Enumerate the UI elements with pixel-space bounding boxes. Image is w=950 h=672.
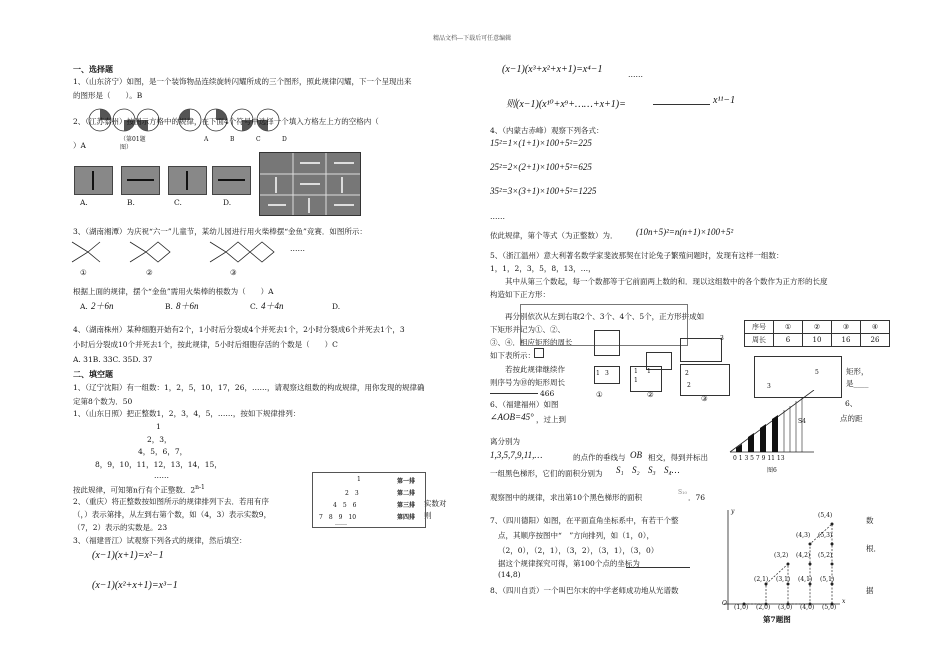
fib-num-1a: 1 <box>596 370 600 377</box>
fig7-point-52: (5,2) <box>818 552 833 559</box>
r-q6-text-2: ，过上到 <box>536 415 566 424</box>
triangle-row-1: 1 <box>156 422 161 431</box>
fig7-point-54: (5,4) <box>818 512 833 519</box>
q3-option-d: D. <box>332 302 341 311</box>
r-q5-p2: 下矩形并记为①、②、 <box>490 325 565 334</box>
f2-answer-sup: n-1 <box>195 484 205 491</box>
r-q7-text-3: （2，0），（2，1），（3，2），（3，1），（3，0） <box>498 546 659 555</box>
equation-1: (x−1)(x+1)=x²−1 <box>92 550 164 561</box>
q3-option-b-expr: 8＋6n <box>176 301 199 311</box>
r-q6-right-2: 点的距 <box>840 414 863 423</box>
table-header-cell: ③ <box>832 321 861 334</box>
q3-option-a-expr: 2＋6n <box>91 301 114 311</box>
table-cell: 10 <box>803 334 832 347</box>
pattern-b <box>121 166 160 195</box>
rows-figure-row-2: 2 3 <box>345 490 359 497</box>
fig7-caption: 第7题图 <box>763 615 791 624</box>
rows-figure-label-3: 第三排 <box>397 502 416 509</box>
pattern-a <box>74 166 113 195</box>
r-q7-blank <box>626 567 690 568</box>
f2-answer-text: 按此规律，可知第n行有个正整数．2 <box>73 485 196 495</box>
fig7-axis-20: (2,0) <box>756 604 771 611</box>
f2-answer <box>73 484 205 496</box>
equation-3: (x−1)(x³+x²+x+1)=x⁴−1 <box>502 64 603 75</box>
f3-text-2: （，）表示第排，从左到右第个数，如（4，3）表示实数9， <box>73 510 272 519</box>
fig7-point-42: (4,2) <box>796 552 811 559</box>
square-equation-2: 25²=2×(2+1)×100+5²=625 <box>490 162 592 172</box>
r-q6-s1: S₁ <box>616 465 624 475</box>
r-q6-s10: S₁₀ <box>678 489 687 496</box>
fib-rect-2 <box>630 366 662 392</box>
fib-small-square <box>534 348 544 358</box>
fig6-trapezoids <box>728 390 838 464</box>
rows-figure-row-3: 4 5 6 <box>333 502 357 509</box>
r-q5-text-3: 其中从第三个数起，每一个数都等于它前面两上数的和．现以这组数中的各个数作为正方形的长度 <box>505 277 828 286</box>
fig7-point-43: (4,3) <box>796 532 811 539</box>
table-row <box>745 321 890 334</box>
fib-square-2 <box>594 330 620 356</box>
r-q5-tail-2: 是____ <box>846 379 869 388</box>
table-header-cell: ④ <box>861 321 890 334</box>
circle-label-d: D <box>282 136 287 143</box>
fig7-axis-40: (4,0) <box>800 604 815 611</box>
q1-text-2: 的图形是（ ）。B <box>73 91 143 100</box>
r-q5-text: 5、（浙江温州）意大利著名数学家斐波那契在讨论兔子繁殖问题时，发现有这样一组数： <box>490 251 784 260</box>
fig7-y-label: y <box>731 508 735 515</box>
r-q5-p6: 则序号为⑩的矩形周长 <box>490 378 565 387</box>
table-header-cell: ① <box>774 321 803 334</box>
circle-label-a: A <box>204 136 209 143</box>
circle-label-b: B <box>230 136 235 143</box>
r-q5-blank <box>490 393 538 394</box>
f3-text: 2、（重庆）将正整数按如图所示的规律排列下去．若用有序 <box>73 497 270 506</box>
equation-3-dots: …… <box>628 70 643 79</box>
f2-text: 1、（山东日照）把正整数1，2，3，4，5，……，按如下规律排列： <box>73 409 301 418</box>
r-q7-text-2: 点，其顺序按图中“ ”方向排列，如（1，0）， <box>498 531 654 540</box>
triangle-dots: …… <box>154 471 169 480</box>
r-q6-answer: ．76 <box>688 493 706 502</box>
r-q6-s3: S₃ <box>648 465 656 475</box>
fib-num-4a: 5 <box>815 369 819 376</box>
fib-num-2c: 1 <box>647 368 651 375</box>
r-q6-angle: ∠AOB=45° <box>490 412 534 422</box>
q3-question: 根据上面的规律，摆个“金鱼”需用火柴棒的根数为（ ）A <box>73 287 274 296</box>
fib-num-2b: 1 <box>634 377 638 384</box>
q2-figure-label: （第01题 <box>120 136 146 143</box>
q4-options: A. 31B. 33C. 35D. 37 <box>73 355 153 364</box>
fib-label-3: ③ <box>701 394 708 403</box>
r-q5-p5: 若按此规律继续作 <box>505 365 565 374</box>
pattern-grid-lines <box>260 153 360 215</box>
r-q7-right-3: 据 <box>866 586 874 595</box>
fib-num-2a: 1 <box>634 368 638 375</box>
pattern-label-b: B. <box>127 198 135 207</box>
table-header-cell: 序号 <box>745 321 774 334</box>
pattern-label-c: C. <box>174 198 182 207</box>
q4-text-2: 小时后分裂成10个并死去1个，按此规律，5小时后细胞存活的个数是（ ）C <box>73 340 338 349</box>
fib-rect-top-2 <box>680 338 722 362</box>
r-q6-text-3: 离分别为 <box>490 437 520 446</box>
q4-text: 4、（湖南株州）某种细胞开始有2个，1小时后分裂成4个并死去1个，2小时分裂成6个并死去1个，3 <box>73 325 405 334</box>
r-q8-text: 8、（四川自贡）一个叫巴尔末的中学老师成功地从光谱数 <box>490 586 679 595</box>
fib-label-1: ① <box>596 390 603 399</box>
q3-option-b: B. <box>165 302 173 311</box>
square-dots: …… <box>490 212 505 221</box>
f3-text-3: （7，2）表示的实数是。23 <box>73 523 168 532</box>
r-q6-text-6: 一组黑色梯形，它们的面积分别为 <box>490 469 603 478</box>
r-q6-text: 6、（福建福州）如图 <box>490 400 559 409</box>
rows-figure <box>312 472 426 528</box>
r-q6-text-4: 的点作的垂线与 <box>573 453 626 462</box>
r-q6-right: 6、 <box>845 399 858 408</box>
fib-num-3b: 2 <box>687 382 691 389</box>
q1-text: 1、（山东济宁）如图，是一个装饰物品连续旋转闪耀所成的三个图形，照此规律闪耀，下一个呈现出来 <box>73 77 412 86</box>
equation-4-answer: x¹¹−1 <box>713 95 736 106</box>
triangle-row-4: 8，9，10，11，12，13，14，15， <box>95 460 222 469</box>
rows-figure-row-1: 1 <box>357 476 361 483</box>
table-cell: 6 <box>774 334 803 347</box>
r-q5-tail: 矩形， <box>846 367 869 376</box>
r-q5-text-2: 1，1，2，3，5，8，13，…， <box>490 264 596 273</box>
r-q5-p4: 如下表所示： <box>490 351 535 360</box>
q2-figure-sublabel: 图） <box>120 144 133 151</box>
pattern-grid <box>259 152 361 216</box>
f3-tail-2: 则 <box>424 511 432 520</box>
fig7-axis-10: (1,0) <box>734 604 749 611</box>
table-cell: 周长 <box>745 334 774 347</box>
section-choice-title: 一、选择题 <box>73 64 113 74</box>
equation-4: 则(x−1)(x¹⁰+x⁹+……+x+1)= <box>506 99 626 110</box>
fig7-point-53: (5,3) <box>818 532 833 539</box>
r-q6-text-7: 观察图中的规律，求出第10个黑色梯形的面积 <box>490 493 643 502</box>
fib-num-1b: 3 <box>605 370 609 377</box>
q3-text: 3、（湖南湘潭）为庆祝“六一”儿童节，某幼儿园进行用火柴棒摆“金鱼”竞赛．如图所示： <box>73 227 367 236</box>
f1-text: 1、（辽宁沈阳）有一组数：1，2，5，10，17，26，……，请观察这组数的构成规律，用你发现的规律确 <box>73 383 425 392</box>
r-q4-title: 4、（内蒙古赤峰）观察下列各式： <box>490 126 604 135</box>
perimeter-table <box>744 320 890 347</box>
r-q7-right: 数 <box>866 516 874 525</box>
pattern-label-d: D. <box>223 198 232 207</box>
fig7-point-32: (3,2) <box>774 552 789 559</box>
r-q6-ob: OB <box>630 450 642 460</box>
triangle-row-3: 4，5，6，7， <box>138 447 188 456</box>
fib-num-4b: 3 <box>767 383 771 390</box>
rows-figure-row-4: 7 8 9 10 <box>319 514 357 521</box>
triangle-row-2: 2，3， <box>147 435 172 444</box>
f1-text-2: 定第8个数为．50 <box>73 397 133 406</box>
circle-label-c: C <box>256 136 261 143</box>
rows-figure-label-4: 第四排 <box>397 514 416 521</box>
fish-label-1: ① <box>80 268 87 277</box>
fig7-point-21: (2,1) <box>754 576 769 583</box>
f3-tail: 实数对 <box>424 499 447 508</box>
q2-text: 2、（江苏泰州）按图示方格中的规律，在下面4个符号中选择一个填入方格左上方的空格内（ <box>73 117 379 126</box>
r-q4-answer: (10n+5)²=n(n+1)×100+5² <box>636 227 734 237</box>
q3-option-c: C. <box>250 302 258 311</box>
section-fill-title: 二、填空题 <box>73 369 113 379</box>
fig7-axis-30: (3,0) <box>778 604 793 611</box>
fig7-point-31: (3,1) <box>776 576 791 583</box>
r-q5-p3: ③、④．相应矩形的周长 <box>490 338 573 347</box>
r-q7-right-2: 根． <box>866 544 881 553</box>
square-equation-1: 15²=1×(1+1)×100+5²=225 <box>490 138 592 148</box>
q3-option-a: A. <box>80 302 88 311</box>
r-q6-text-5: 相交，得到并标出 <box>648 453 708 462</box>
fig7-point-51: (5,1) <box>820 576 835 583</box>
q3-option-c-expr: 4＋4n <box>261 301 284 311</box>
fig7-axis-50: (5,0) <box>822 604 837 611</box>
f4-text: 3、（福建晋江）试观察下列各式的规律，然后填空： <box>73 536 247 545</box>
r-q6-s4: S₄… <box>664 465 680 475</box>
fish-label-3: ③ <box>230 268 237 277</box>
r-q5-p1: 再分别依次从左到右取2个、3个、4个、5个，正方形拼成如 <box>505 312 705 321</box>
table-cell: 26 <box>861 334 890 347</box>
q2-answer: ）A <box>73 141 86 150</box>
fish-label-2: ② <box>146 268 153 277</box>
fish-figures <box>70 238 300 274</box>
square-equation-3: 35²=3×(3+1)×100+5²=1225 <box>490 186 597 196</box>
fib-rect-1 <box>594 366 620 384</box>
r-q6-seq: 1,3,5,7,9,11,… <box>490 450 543 460</box>
table-row <box>745 334 890 347</box>
fib-label-2: ② <box>647 390 654 399</box>
fib-rect-3 <box>680 364 730 396</box>
pattern-label-a: A. <box>80 198 88 207</box>
equation-4-blank <box>653 104 710 105</box>
r-q5-text-4: 构造如下正方形： <box>490 290 550 299</box>
r-q7-text-4: 据这个规律探究可得，第100个点的坐标为 <box>498 559 640 568</box>
fig6-s4-label: S4 <box>798 418 806 425</box>
table-header-cell: ② <box>803 321 832 334</box>
r-q6-s2: S₂ <box>632 465 640 475</box>
r-q5-answer: 466 <box>540 389 555 398</box>
rows-figure-label-1: 第一排 <box>397 478 416 485</box>
fish-dots: …… <box>290 244 305 253</box>
rows-figure-label-2: 第二排 <box>397 490 416 497</box>
fig6-axis-labels: 0 1 3 5 7 9 11 13 <box>733 455 785 462</box>
pattern-d <box>212 166 251 195</box>
page-header: 精品文档---下载后可任意编辑 <box>433 35 512 42</box>
fig7-point-41: (4,1) <box>798 576 813 583</box>
fig6-caption: 图6 <box>767 467 777 474</box>
rows-figure-dots: …… <box>335 520 347 527</box>
pattern-c <box>168 166 207 195</box>
r-q4-rule: 依此规律，第个等式（为正整数）为． <box>490 231 618 240</box>
r-q7-text: 7、（四川德阳）如图，在平面直角坐标系中，有若干个整 <box>490 516 679 525</box>
table-cell: 16 <box>832 334 861 347</box>
fib-num-5: 3 <box>720 335 724 342</box>
equation-2: (x−1)(x²+x+1)=x³−1 <box>92 580 178 591</box>
fig7-x-label: x <box>842 598 846 605</box>
fib-num-3a: 2 <box>685 370 689 377</box>
fig7-origin: O <box>722 600 727 607</box>
r-q7-answer: (14,8) <box>498 570 521 579</box>
